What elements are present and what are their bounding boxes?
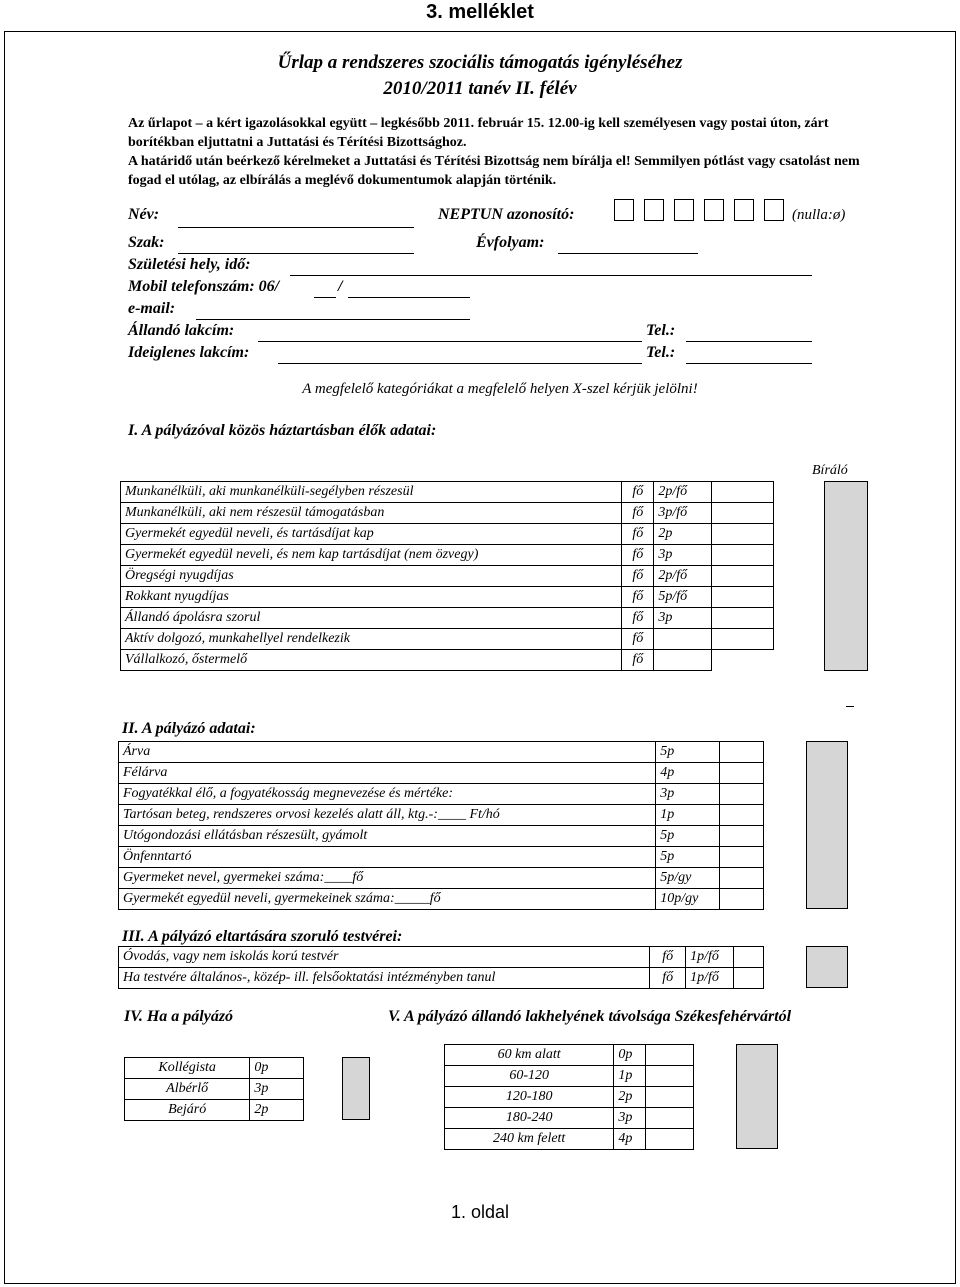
table-row — [119, 826, 764, 847]
major-label: Szak: — [128, 234, 165, 251]
row-label: Munkanélküli, aki nem részesül támogatásban — [121, 503, 622, 524]
table-row — [119, 868, 764, 889]
neptun-label: NEPTUN azonosító: — [438, 206, 575, 223]
table-row — [445, 1066, 694, 1087]
row-label: Gyermekét egyedül neveli, gyermekeinek száma:_____fő — [119, 889, 656, 910]
row-label: Rokkant nyugdíjas — [121, 587, 622, 608]
section-4-table — [124, 1057, 304, 1121]
row-label: Fogyatékkal élő, a fogyatékosság megnevezése és mértéke: — [119, 784, 656, 805]
row-label: Gyermeket nevel, gyermekei száma:____fő — [119, 868, 656, 889]
row-label: Óvodás, vagy nem iskolás korú testvér — [119, 947, 650, 968]
neptun-box-6[interactable] — [764, 199, 784, 221]
neptun-box-4[interactable] — [704, 199, 724, 221]
row-points: 3p — [656, 784, 720, 805]
email-label: e-mail: — [128, 300, 176, 317]
table-row — [445, 1108, 694, 1129]
dash-mark — [846, 706, 854, 707]
row-label: Munkanélküli, aki munkanélküli-segélyben részesül — [121, 482, 622, 503]
table-row — [445, 1087, 694, 1108]
email-field[interactable] — [196, 318, 470, 320]
neptun-hint: (nulla:ø) — [792, 207, 846, 223]
row-points: 2p — [250, 1100, 304, 1121]
reviewer-label: Bíráló — [812, 463, 848, 478]
row-unit: fő — [622, 545, 654, 566]
row-label: 60 km alatt — [445, 1045, 614, 1066]
mobile-number-field[interactable] — [348, 296, 470, 298]
table-row — [121, 545, 774, 566]
section-2-heading: II. A pályázó adatai: — [122, 720, 256, 737]
row-points: 2p/fő — [654, 566, 712, 587]
row-points: 5p — [656, 826, 720, 847]
temp-address-label: Ideiglenes lakcím: — [128, 344, 250, 361]
row-points: 3p — [654, 608, 712, 629]
row-points: 2p/fő — [654, 482, 712, 503]
row-mark-cell[interactable] — [720, 763, 764, 784]
name-field[interactable] — [178, 226, 414, 228]
temp-address-field[interactable] — [278, 362, 642, 364]
table-row — [119, 805, 764, 826]
row-unit: fő — [622, 503, 654, 524]
reviewer-column-3 — [806, 946, 848, 988]
row-label: Kollégista — [125, 1058, 250, 1079]
row-unit: fő — [622, 524, 654, 545]
reviewer-column-2 — [806, 741, 848, 909]
row-points: 1p — [614, 1066, 646, 1087]
row-points: 0p — [250, 1058, 304, 1079]
row-mark-cell[interactable] — [720, 742, 764, 763]
table-row — [125, 1079, 304, 1100]
table-row — [445, 1129, 694, 1150]
row-points: 5p — [656, 742, 720, 763]
row-points: 3p — [614, 1108, 646, 1129]
row-points: 4p — [656, 763, 720, 784]
row-mark-cell[interactable] — [712, 629, 774, 650]
row-unit: fő — [622, 566, 654, 587]
empty-cell — [712, 650, 774, 671]
row-points: 1p/fő — [686, 968, 734, 989]
temp-tel-field[interactable] — [686, 362, 812, 364]
row-unit: fő — [622, 650, 654, 671]
row-mark-cell[interactable] — [646, 1108, 694, 1129]
mobile-area-field[interactable] — [314, 296, 336, 298]
name-label: Név: — [128, 206, 160, 223]
row-mark-cell[interactable] — [720, 784, 764, 805]
row-mark-cell[interactable] — [646, 1066, 694, 1087]
table-row — [119, 968, 764, 989]
row-label: Ha testvére általános-, közép- ill. felsőoktatási intézményben tanul — [119, 968, 650, 989]
row-mark-cell[interactable] — [712, 524, 774, 545]
row-label: 60-120 — [445, 1066, 614, 1087]
row-points: 10p/gy — [656, 889, 720, 910]
section-4-heading: IV. Ha a pályázó — [124, 1008, 234, 1025]
row-points: 3p — [654, 545, 712, 566]
table-row — [121, 503, 774, 524]
row-mark-cell[interactable] — [720, 889, 764, 910]
section-2-table — [118, 741, 764, 910]
row-mark-cell[interactable] — [720, 826, 764, 847]
row-mark-cell[interactable] — [734, 968, 764, 989]
birth-field[interactable] — [290, 274, 812, 276]
table-row — [119, 742, 764, 763]
page-number: 1. oldal — [450, 1202, 510, 1222]
row-points: 5p/gy — [656, 868, 720, 889]
row-label: Vállalkozó, őstermelő — [121, 650, 622, 671]
row-label: Önfenntartó — [119, 847, 656, 868]
row-points: 2p — [614, 1087, 646, 1108]
row-label: Tartósan beteg, rendszeres orvosi kezelés alatt áll, ktg.-:____ Ft/hó — [119, 805, 656, 826]
table-row — [125, 1100, 304, 1121]
row-mark-cell[interactable] — [720, 805, 764, 826]
mobile-separator: / — [338, 278, 343, 295]
row-points — [654, 629, 712, 650]
row-unit: fő — [622, 608, 654, 629]
row-unit: fő — [650, 947, 686, 968]
mobile-label: Mobil telefonszám: 06/ — [128, 278, 280, 295]
table-row — [119, 889, 764, 910]
neptun-box-1[interactable] — [614, 199, 634, 221]
temp-tel-label: Tel.: — [646, 344, 676, 361]
reviewer-column-4 — [342, 1057, 370, 1120]
table-row — [121, 608, 774, 629]
row-unit: fő — [622, 629, 654, 650]
section-1-table — [120, 481, 774, 671]
row-mark-cell[interactable] — [712, 545, 774, 566]
row-mark-cell[interactable] — [646, 1087, 694, 1108]
row-mark-cell[interactable] — [712, 587, 774, 608]
table-row — [121, 629, 774, 650]
row-label: Félárva — [119, 763, 656, 784]
table-row — [125, 1058, 304, 1079]
row-label: 240 km felett — [445, 1129, 614, 1150]
row-label: Bejáró — [125, 1100, 250, 1121]
table-row — [121, 524, 774, 545]
row-mark-cell[interactable] — [646, 1045, 694, 1066]
neptun-box-5[interactable] — [734, 199, 754, 221]
row-unit: fő — [622, 482, 654, 503]
row-mark-cell[interactable] — [734, 947, 764, 968]
table-row — [121, 587, 774, 608]
row-mark-cell[interactable] — [720, 868, 764, 889]
table-row — [121, 482, 774, 503]
table-row — [119, 947, 764, 968]
row-label: Albérlő — [125, 1079, 250, 1100]
row-points: 5p/fő — [654, 587, 712, 608]
table-row — [119, 763, 764, 784]
row-mark-cell[interactable] — [712, 503, 774, 524]
row-points: 3p/fő — [654, 503, 712, 524]
notice-deadline: Az űrlapot – a kért igazolásokkal együtt – legkésőbb 2011. február 15. 12.00-ig kell személyesen vagy postai úton, zárt borítékban eljuttatni a Juttatási és Térítési Bizottsághoz. — [128, 116, 829, 150]
perm-tel-field[interactable] — [686, 340, 812, 342]
submission-notice — [128, 114, 888, 190]
perm-tel-label: Tel.: — [646, 322, 676, 339]
row-points: 1p/fő — [686, 947, 734, 968]
row-label: Aktív dolgozó, munkahellyel rendelkezik — [121, 629, 622, 650]
row-label: 180-240 — [445, 1108, 614, 1129]
birth-label: Születési hely, idő: — [128, 256, 251, 273]
row-label: Gyermekét egyedül neveli, és nem kap tartásdíjat (nem özvegy) — [121, 545, 622, 566]
section-3-heading: III. A pályázó eltartására szoruló testvérei: — [122, 928, 403, 945]
year-label: Évfolyam: — [476, 234, 545, 251]
row-unit: fő — [622, 587, 654, 608]
perm-address-label: Állandó lakcím: — [128, 322, 235, 339]
row-label: Utógondozási ellátásban részesült, gyámolt — [119, 826, 656, 847]
notice-late: A határidő után beérkező kérelmeket a Juttatási és Térítési Bizottság nem bírálja el! Semmilyen pótlást vagy csatolást nem fogad el utólag, az elbírálás a meglévő dokumentumok alapján történik. — [128, 154, 860, 188]
row-points: 1p — [656, 805, 720, 826]
table-row — [119, 847, 764, 868]
reviewer-column-5 — [736, 1044, 778, 1149]
major-field[interactable] — [178, 252, 414, 254]
row-points — [654, 650, 712, 671]
row-mark-cell[interactable] — [720, 847, 764, 868]
section-1-heading: I. A pályázóval közös háztartásban élők adatai: — [128, 422, 437, 439]
reviewer-column-1 — [824, 481, 868, 671]
section-5-table — [444, 1044, 694, 1150]
row-label: Árva — [119, 742, 656, 763]
row-mark-cell[interactable] — [646, 1129, 694, 1150]
row-mark-cell[interactable] — [712, 566, 774, 587]
neptun-box-2[interactable] — [644, 199, 664, 221]
year-field[interactable] — [558, 252, 698, 254]
section-3-table — [118, 946, 764, 989]
row-label: Öregségi nyugdíjas — [121, 566, 622, 587]
row-label: 120-180 — [445, 1087, 614, 1108]
table-row — [119, 784, 764, 805]
row-label: Állandó ápolásra szorul — [121, 608, 622, 629]
form-title: Űrlap a rendszeres szociális támogatás igényléséhez — [277, 52, 683, 73]
perm-address-field[interactable] — [258, 340, 642, 342]
row-points: 2p — [654, 524, 712, 545]
row-points: 0p — [614, 1045, 646, 1066]
form-subtitle: 2010/2011 tanév II. félév — [383, 78, 577, 99]
marking-instruction: A megfelelő kategóriákat a megfelelő helyen X-szel kérjük jelölni! — [302, 381, 698, 397]
table-row — [121, 566, 774, 587]
annex-label: 3. melléklet — [426, 1, 534, 23]
table-row — [445, 1045, 694, 1066]
table-row — [121, 650, 774, 671]
row-mark-cell[interactable] — [712, 608, 774, 629]
neptun-box-3[interactable] — [674, 199, 694, 221]
row-points: 5p — [656, 847, 720, 868]
row-unit: fő — [650, 968, 686, 989]
row-points: 3p — [250, 1079, 304, 1100]
row-points: 4p — [614, 1129, 646, 1150]
row-mark-cell[interactable] — [712, 482, 774, 503]
section-5-heading: V. A pályázó állandó lakhelyének távolsága Székesfehérvártól — [388, 1008, 792, 1025]
row-label: Gyermekét egyedül neveli, és tartásdíjat kap — [121, 524, 622, 545]
